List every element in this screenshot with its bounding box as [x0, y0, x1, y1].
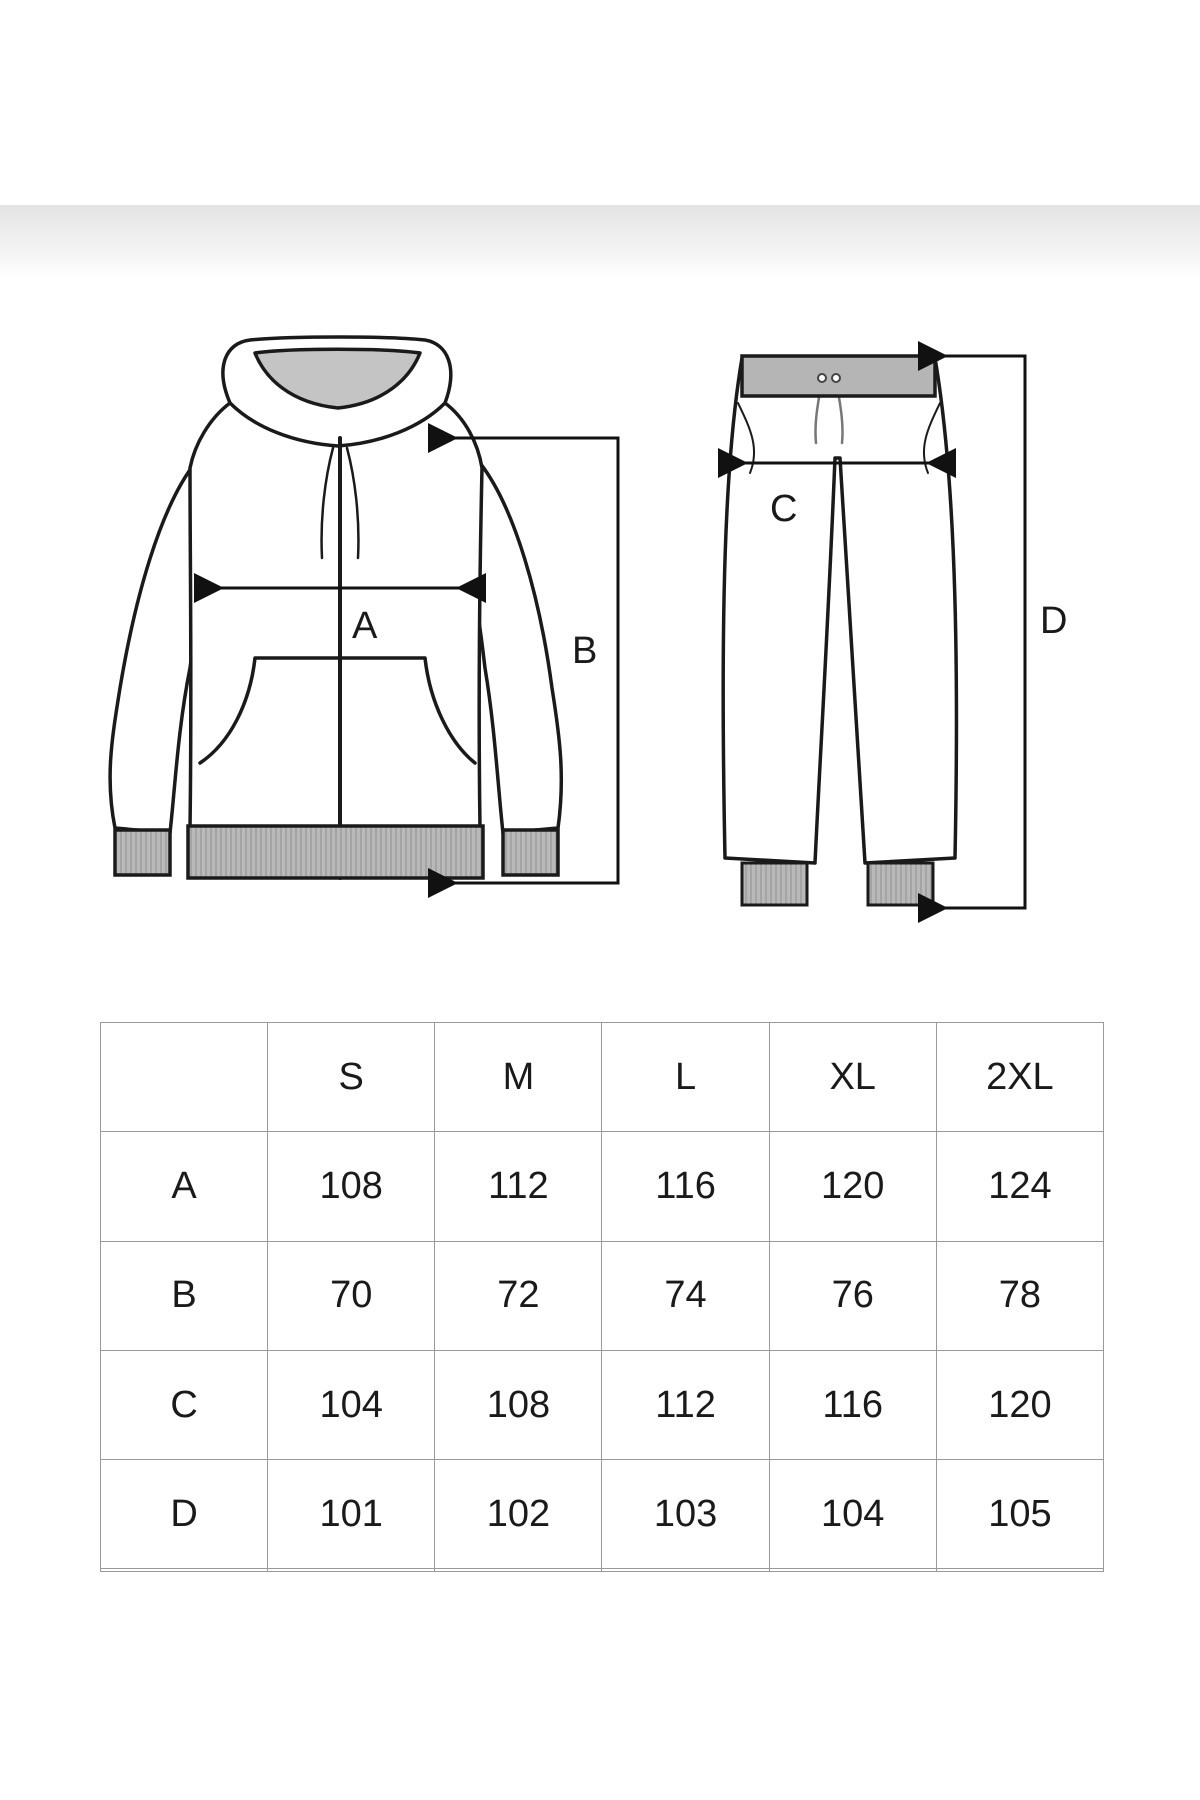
hoodie-body [190, 403, 482, 828]
table-header-cell: 2XL [936, 1023, 1103, 1132]
table-cell: 72 [435, 1241, 602, 1350]
pants-eyelet-left [818, 374, 826, 382]
table-cell: 112 [602, 1350, 769, 1459]
table-cell: 120 [769, 1132, 936, 1241]
table-header-cell: XL [769, 1023, 936, 1132]
table-cell: 120 [936, 1350, 1103, 1459]
measure-c-label: C [770, 488, 798, 530]
table-cell: 104 [268, 1350, 435, 1459]
table-cell: 105 [936, 1460, 1103, 1569]
table-cell: 70 [268, 1241, 435, 1350]
row-label: A [101, 1132, 268, 1241]
table-header-cell: L [602, 1023, 769, 1132]
measure-b-label: B [572, 630, 598, 672]
pants-eyelet-right [832, 374, 840, 382]
hoodie-waistband [188, 826, 483, 878]
row-label: C [101, 1350, 268, 1459]
table-cell: 124 [936, 1132, 1103, 1241]
table-row [101, 1569, 1104, 1572]
table-cell: 78 [936, 1241, 1103, 1350]
table-cell: 76 [769, 1241, 936, 1350]
table-cell: 108 [435, 1350, 602, 1459]
table-cell: 101 [268, 1460, 435, 1569]
top-gradient-band [0, 205, 1200, 280]
table-cell: 74 [602, 1241, 769, 1350]
pants-body [723, 358, 956, 863]
table-cell [268, 1569, 435, 1572]
table-cell: 116 [602, 1132, 769, 1241]
table-cell [602, 1569, 769, 1572]
table-cell: 103 [602, 1460, 769, 1569]
table-cell: 112 [435, 1132, 602, 1241]
table-row [101, 1241, 1104, 1350]
table-row [101, 1132, 1104, 1241]
measure-d-label: D [1040, 600, 1068, 642]
table-cell [769, 1569, 936, 1572]
table-cell [435, 1569, 602, 1572]
table-row [101, 1350, 1104, 1459]
table-cell: 104 [769, 1460, 936, 1569]
pants-drawing [723, 358, 956, 863]
table-cell: 108 [268, 1132, 435, 1241]
table-row [101, 1460, 1104, 1569]
hoodie-drawing [110, 337, 561, 878]
table-header-cell [101, 1023, 268, 1132]
row-label: B [101, 1241, 268, 1350]
garment-svg [90, 308, 1110, 1008]
measure-a-label: A [352, 605, 378, 647]
row-label [101, 1569, 268, 1572]
table-header-cell: S [268, 1023, 435, 1132]
pants-left-cuff [742, 863, 807, 905]
size-table [100, 1022, 1104, 1572]
row-label: D [101, 1460, 268, 1569]
table-cell: 102 [435, 1460, 602, 1569]
hoodie-right-cuff [503, 830, 558, 875]
table-cell: 116 [769, 1350, 936, 1459]
garment-diagram [90, 308, 1110, 1008]
table-cell [936, 1569, 1103, 1572]
pants-right-cuff [868, 863, 933, 905]
table-header-cell: M [435, 1023, 602, 1132]
table-header-row [101, 1023, 1104, 1132]
hoodie-left-cuff [115, 830, 170, 875]
